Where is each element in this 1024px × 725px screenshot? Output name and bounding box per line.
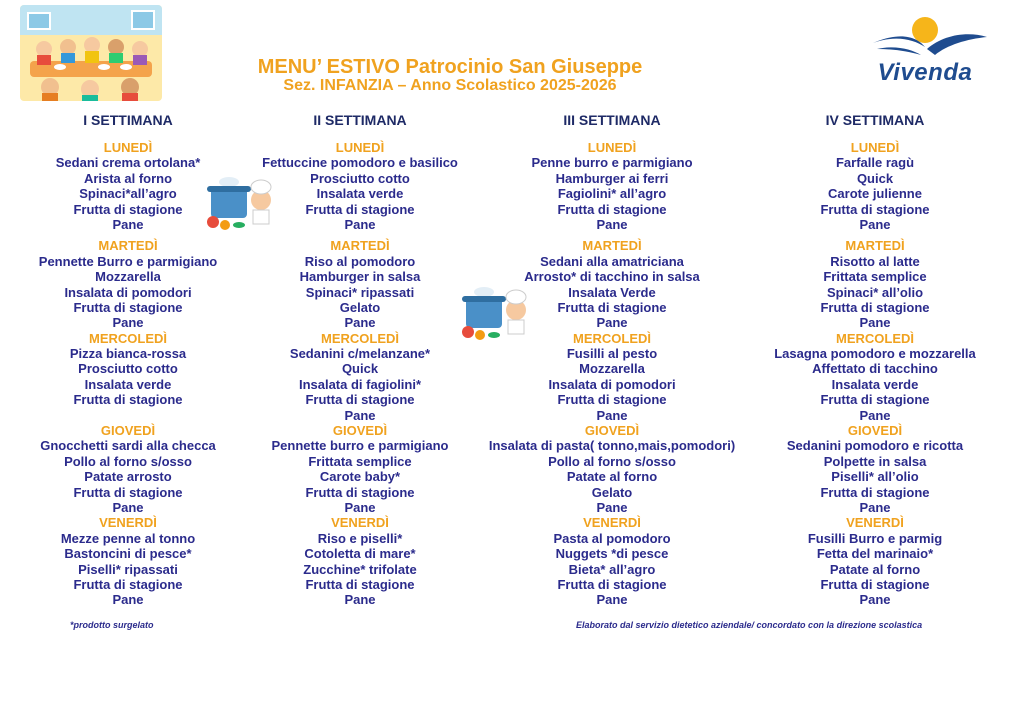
menu-item: Sedani crema ortolana* [55,155,201,171]
day-block [230,515,490,607]
day-block [745,140,1005,232]
menu-item: Pane [596,216,628,232]
menu-item: Bieta* all’agro [568,561,656,577]
menu-item: Pasta al pomodoro [553,530,671,546]
frozen-product-note: *prodotto surgelato [70,620,154,630]
menu-item: Mozzarella [579,361,645,377]
menu-item: Pane [859,592,891,608]
menu-item: Pennette Burro e parmigiano [38,253,218,269]
menu-item: Affettato di tacchino [812,361,938,377]
menu-item: Fusilli Burro e parmig [807,530,943,546]
menu-item: Mezze penne al tonno [60,530,196,546]
menu-item: Penne burro e parmigiano [531,155,693,171]
menu-item: Pane [859,216,891,232]
menu-item: Quick [856,170,894,186]
menu-item: Frutta di stagione [305,484,415,500]
menu-item: Insalata di pomodori [64,284,192,300]
week-title: II SETTIMANA [313,112,407,128]
week-title: III SETTIMANA [563,112,661,128]
day-label: LUNEDÌ [103,140,153,155]
menu-item: Pane [859,407,891,423]
menu-item: Pane [112,499,144,515]
day-block [482,515,742,607]
menu-item: Insalata di pomodori [548,376,676,392]
day-label: GIOVEDÌ [100,423,156,439]
menu-item: Sedanini c/melanzane* [289,346,431,362]
day-label: MARTEDÌ [98,238,158,254]
menu-item: Fettuccine pomodoro e basilico [262,155,458,171]
menu-item: Patate arrosto [84,469,172,485]
menu-item: Frittata semplice [308,453,412,469]
day-label: MERCOLEDÌ [573,330,651,346]
day-block [482,331,742,423]
menu-item: Arrosto* di tacchino in salsa [524,269,700,285]
day-label: LUNEDÌ [850,140,900,155]
day-block [230,140,490,232]
day-label: VENERDÌ [99,515,157,531]
day-block [0,515,258,607]
menu-item: Fusilli al pesto [566,346,658,362]
menu-item: Insalata Verde [568,284,656,300]
day-block [230,331,490,423]
menu-item: Frutta di stagione [73,299,183,315]
menu-subtitle: Sez. INFANZIA – Anno Scolastico 2025-2026 [283,77,617,94]
menu-item: Gelato [591,484,633,500]
day-block [0,238,258,330]
menu-item: Frutta di stagione [820,201,930,217]
menu-item: Pane [344,216,376,232]
menu-item: Spinaci* ripassati [305,284,415,300]
day-label: LUNEDÌ [335,140,385,155]
menu-item: Hamburger in salsa [299,269,421,285]
menu-item: Insalata di pasta( tonno,mais,pomodori) [488,438,736,454]
menu-item: Frutta di stagione [73,201,183,217]
menu-item: Pane [112,592,144,608]
menu-item: Pane [859,499,891,515]
menu-item: Quick [341,361,379,377]
menu-item: Fetta del marinaio* [816,546,934,562]
menu-item: Carote baby* [319,469,401,485]
menu-item: Frutta di stagione [820,392,930,408]
menu-item: Frutta di stagione [557,576,667,592]
day-block [230,423,490,515]
day-label: MERCOLEDÌ [321,330,399,346]
menu-item: Pane [344,592,376,608]
menu-item: Sedanini pomodoro e ricotta [786,438,964,454]
menu-item: Pane [596,315,628,331]
menu-item: Carote julienne [828,186,922,202]
menu-item: Pane [344,407,376,423]
menu-item: Frutta di stagione [305,201,415,217]
menu-item: Pane [596,499,628,515]
menu-item: Riso e piselli* [317,530,403,546]
menu-item: Risotto al latte [830,253,920,269]
menu-item: Frutta di stagione [820,484,930,500]
day-label: MERCOLEDÌ [89,330,167,346]
week-title: IV SETTIMANA [825,112,925,128]
menu-item: Insalata verde [831,376,919,392]
day-block [482,140,742,232]
day-label: MERCOLEDÌ [836,330,914,346]
menu-item: Pane [859,315,891,331]
menu-item: Patate al forno [566,469,658,485]
menu-item: Frutta di stagione [305,576,415,592]
menu-item: Arista al forno [83,170,173,186]
menu-item: Pane [596,407,628,423]
menu-item: Frutta di stagione [73,576,183,592]
week-column [482,112,742,608]
day-label: GIOVEDÌ [584,423,640,439]
day-label: GIOVEDÌ [847,423,903,439]
menu-item: Insalata verde [316,186,404,202]
dietary-service-note: Elaborato dal servizio dietetico aziendale/ concordato con la direzione scolastica [576,620,923,630]
menu-item: Zucchine* trifolate [303,561,417,577]
menu-item: Pane [344,315,376,331]
menu-item: Pane [112,216,144,232]
day-label: MARTEDÌ [582,238,642,254]
day-block [745,331,1005,423]
menu-item: Piselli* ripassati [78,561,178,577]
day-block [0,331,258,423]
menu-title: MENU’ ESTIVO Patrocinio San Giuseppe [257,56,643,78]
children-eating-illustration [20,5,162,101]
menu-item: Hamburger ai ferri [555,170,669,186]
menu-item: Prosciutto cotto [310,170,410,186]
menu-item: Nuggets *di pesce [555,546,669,562]
day-block [482,423,742,515]
menu-item: Pollo al forno s/osso [548,453,676,469]
menu-item: Patate al forno [829,561,921,577]
menu-item: Pizza bianca-rossa [69,346,187,362]
menu-item: Frutta di stagione [73,392,183,408]
week-column [745,112,1005,608]
menu-item: Frutta di stagione [557,392,667,408]
day-block [230,238,490,330]
menu-item: Insalata verde [84,376,172,392]
day-block [745,238,1005,330]
menu-item: Sedani alla amatriciana [540,253,684,269]
day-label: GIOVEDÌ [332,423,388,439]
menu-item: Spinaci*all’agro [79,186,177,202]
day-label: MARTEDÌ [330,238,390,254]
menu-item: Pollo al forno s/osso [64,453,192,469]
menu-item: Prosciutto cotto [78,361,178,377]
menu-item: Frutta di stagione [73,484,183,500]
day-block [745,515,1005,607]
menu-item: Frutta di stagione [305,392,415,408]
menu-item: Lasagna pomodoro e mozzarella [774,346,976,362]
menu-item: Frutta di stagione [820,576,930,592]
menu-item: Pane [344,499,376,515]
menu-item: Mozzarella [95,269,161,285]
menu-item: Frutta di stagione [557,201,667,217]
menu-item: Bastoncini di pesce* [64,546,192,562]
day-label: LUNEDÌ [587,140,637,155]
menu-item: Frutta di stagione [557,299,667,315]
menu-item: Frittata semplice [823,269,927,285]
menu-item: Pennette burro e parmigiano [271,438,449,454]
menu-item: Farfalle ragù [835,155,915,171]
menu-item: Polpette in salsa [823,453,927,469]
day-block [745,423,1005,515]
menu-item: Fagiolini* all’agro [557,186,667,202]
menu-item: Frutta di stagione [820,299,930,315]
menu-item: Gnocchetti sardi alla checca [40,438,216,454]
day-block [0,423,258,515]
menu-item: Insalata di fagiolini* [298,376,422,392]
logo-wordmark: Vivenda [877,59,973,86]
menu-item: Gelato [339,299,381,315]
day-block [0,140,258,232]
day-label: MARTEDÌ [845,238,905,254]
week-column [0,112,258,608]
menu-item: Pane [112,315,144,331]
week-title: I SETTIMANA [83,112,173,128]
menu-item: Riso al pomodoro [304,253,416,269]
menu-item: Cotoletta di mare* [304,546,416,562]
menu-item: Spinaci* all’olio [826,284,924,300]
day-block [482,238,742,330]
week-column [230,112,490,608]
day-label: VENERDÌ [583,515,641,531]
menu-item: Piselli* all’olio [831,469,919,485]
menu-item: Pane [596,592,628,608]
vivenda-logo [855,15,995,90]
day-label: VENERDÌ [846,515,904,531]
day-label: VENERDÌ [331,515,389,531]
